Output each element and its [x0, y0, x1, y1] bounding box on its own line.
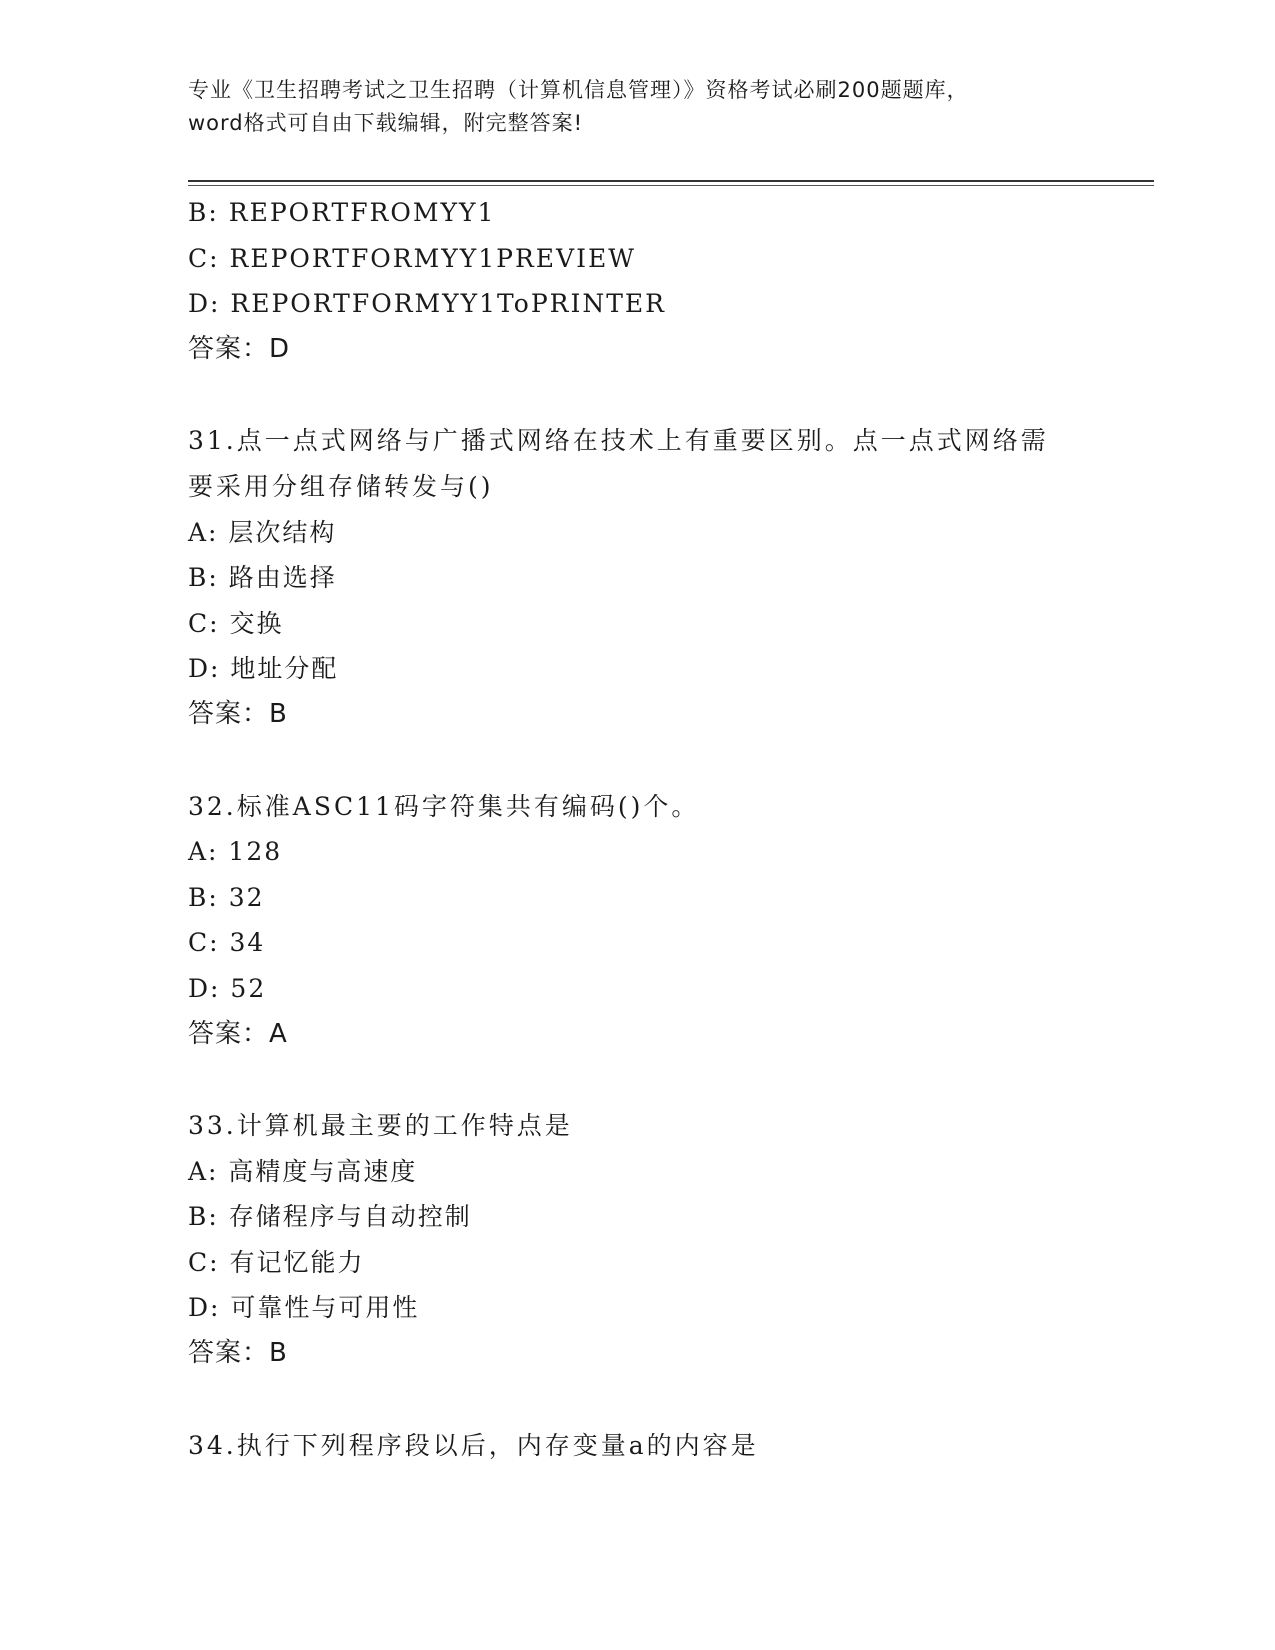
question-title: 33.计算机最主要的工作特点是: [188, 1111, 573, 1141]
question-block-31: [188, 418, 1088, 737]
question-title: 32.标准ASC11码字符集共有编码()个。: [188, 791, 700, 821]
header-divider: [188, 180, 1154, 182]
option-b: B: 32: [188, 882, 265, 912]
option-b: B: 路由选择: [188, 563, 337, 593]
answer-line: 答案：D: [188, 333, 291, 364]
spacer: [188, 1377, 1088, 1423]
option-d: D: 可靠性与可用性: [188, 1293, 420, 1323]
answer-line: 答案：A: [188, 1018, 288, 1049]
answer-line: 答案：B: [188, 1338, 288, 1369]
spacer: [188, 372, 1088, 418]
option-d: D: REPORTFORMYY1ToPRINTER: [188, 289, 666, 319]
header-divider-thin: [188, 185, 1154, 186]
document-header: [188, 74, 1088, 140]
option-c: C: REPORTFORMYY1PREVIEW: [188, 243, 636, 273]
option-c: C: 有记忆能力: [188, 1247, 365, 1277]
spacer: [188, 1057, 1088, 1103]
spacer: [188, 738, 1088, 784]
option-b: B: 存储程序与自动控制: [188, 1202, 472, 1232]
question-title: 34.执行下列程序段以后，内存变量a的内容是: [188, 1430, 759, 1460]
option-b: B: REPORTFROMYY1: [188, 198, 496, 227]
question-block-33: [188, 1103, 1088, 1377]
question-title-continued: 要采用分组存储转发与(): [188, 471, 494, 501]
question-title: 31.点一点式网络与广播式网络在技术上有重要区别。点一点式网络需: [188, 426, 1049, 456]
option-a: A: 128: [188, 837, 283, 867]
option-c: C: 交换: [188, 608, 284, 638]
header-line-2: word格式可自由下载编辑，附完整答案!: [188, 111, 584, 135]
option-a: A: 高精度与高速度: [188, 1156, 418, 1186]
option-c: C: 34: [188, 928, 266, 958]
question-block-34: [188, 1423, 1088, 1469]
question-block-30: [188, 190, 1088, 372]
question-content: [188, 190, 1088, 1468]
header-line-1: 专业《卫生招聘考试之卫生招聘（计算机信息管理）》资格考试必刷200题题库，: [188, 78, 969, 102]
question-block-32: [188, 784, 1088, 1058]
option-a: A: 层次结构: [188, 517, 337, 547]
option-d: D: 52: [188, 973, 267, 1003]
answer-line: 答案：B: [188, 698, 288, 729]
option-d: D: 地址分配: [188, 654, 339, 684]
